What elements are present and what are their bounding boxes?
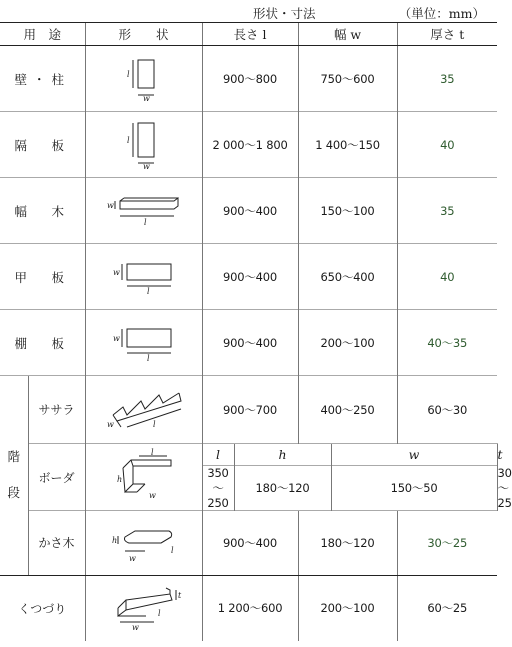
header-length: 長さ l — [202, 23, 298, 46]
length-cell: 900～800 — [202, 46, 298, 112]
thickness-cell: 60～25 — [397, 575, 497, 641]
svg-text:l: l — [146, 286, 150, 296]
length-cell: 2 000～1 800 — [202, 112, 298, 178]
thickness-cell: 40～35 — [397, 310, 497, 376]
svg-text:w: w — [142, 93, 150, 103]
stairs-label-2: 段 — [7, 485, 20, 501]
table-row — [0, 376, 497, 444]
length-cell: 900～400 — [202, 244, 298, 310]
svg-text:l: l — [126, 69, 130, 79]
header-thickness: 厚さ t — [397, 23, 497, 46]
baseboard-icon — [85, 178, 202, 244]
svg-text:t: t — [177, 591, 181, 601]
use-cell: 甲 板 — [0, 244, 85, 310]
boda-l-cell: 350～250 — [202, 466, 234, 511]
table-row — [0, 112, 497, 178]
width-cell: 200～100 — [298, 310, 397, 376]
partition-panel-icon — [85, 112, 202, 178]
svg-text:h: h — [116, 475, 122, 484]
svg-text:l: l — [157, 609, 161, 619]
caption-title: 形状・寸法 — [253, 6, 316, 21]
svg-text:w: w — [112, 333, 120, 343]
thickness-cell: 40 — [397, 112, 497, 178]
svg-text:l: l — [170, 545, 174, 555]
header-use: 用 途 — [0, 23, 85, 46]
svg-text:w: w — [128, 553, 136, 563]
table-row — [0, 575, 497, 641]
boda-h-cell: 180～120 — [234, 466, 331, 511]
shelf-board-icon — [85, 310, 202, 376]
svg-text:l: l — [146, 353, 150, 363]
length-cell: 900～400 — [202, 511, 298, 575]
use-cell: くつづり — [0, 575, 85, 641]
caption-unit: （単位：mm） — [398, 6, 485, 21]
header-row — [0, 23, 497, 46]
svg-text:w: w — [106, 419, 114, 429]
svg-text:w: w — [148, 491, 156, 500]
use-cell: かさ木 — [28, 511, 85, 575]
svg-text:w: w — [131, 623, 139, 633]
width-cell: 1 400～150 — [298, 112, 397, 178]
coping-rail-icon — [85, 511, 202, 575]
table-row: 350～250 180～120 150～50 30～25 — [0, 466, 497, 511]
thickness-cell: 35 — [397, 178, 497, 244]
header-shape: 形 状 — [85, 23, 202, 46]
border-board-icon — [85, 444, 202, 511]
use-cell: 幅 木 — [0, 178, 85, 244]
svg-text:w: w — [142, 161, 150, 171]
width-cell: 650～400 — [298, 244, 397, 310]
svg-text:l: l — [126, 135, 130, 145]
svg-text:w: w — [112, 267, 120, 277]
svg-text:l: l — [152, 419, 156, 429]
length-cell: 1 200～600 — [202, 575, 298, 641]
shoe-rail-icon — [85, 575, 202, 641]
table-row — [0, 244, 497, 310]
sub-header-h: h — [234, 444, 331, 466]
table-row — [0, 310, 497, 376]
thickness-cell: 30～25 — [397, 511, 497, 575]
length-cell: 900～400 — [202, 310, 298, 376]
wall-column-panel-icon — [85, 46, 202, 112]
dimension-table — [0, 22, 512, 641]
svg-text:h: h — [111, 535, 117, 545]
svg-text:l: l — [150, 448, 154, 457]
header-width: 幅 w — [298, 23, 397, 46]
width-cell: 180～120 — [298, 511, 397, 575]
length-cell: 900～700 — [202, 376, 298, 444]
width-cell: 200～100 — [298, 575, 397, 641]
use-cell: 隔 板 — [0, 112, 85, 178]
width-cell: 150～100 — [298, 178, 397, 244]
table-row — [0, 178, 497, 244]
width-cell: 400～250 — [298, 376, 397, 444]
thickness-cell: 60～30 — [397, 376, 497, 444]
sub-header-w: w — [331, 444, 497, 466]
use-cell: 壁・柱 — [14, 71, 71, 87]
svg-text:l: l — [143, 217, 147, 227]
table-caption — [0, 0, 497, 22]
thickness-cell: 40 — [397, 244, 497, 310]
stairs-label-1: 階 — [7, 449, 20, 465]
use-cell: ボーダ — [28, 444, 85, 511]
table-row — [0, 511, 497, 575]
top-board-icon — [85, 244, 202, 310]
thickness-cell: 35 — [397, 46, 497, 112]
sub-header-row: ボーダ l h w l h w t — [0, 444, 497, 466]
width-cell: 750～600 — [298, 46, 397, 112]
sub-header-l: l — [202, 444, 234, 466]
boda-w-cell: 150～50 — [331, 466, 497, 511]
table-row — [0, 46, 497, 112]
use-cell: ササラ — [28, 376, 85, 444]
use-cell: 棚 板 — [0, 310, 85, 376]
stairs-group-label — [0, 376, 28, 576]
length-cell: 900～400 — [202, 178, 298, 244]
stringer-board-icon — [85, 376, 202, 444]
svg-text:w: w — [106, 200, 114, 210]
